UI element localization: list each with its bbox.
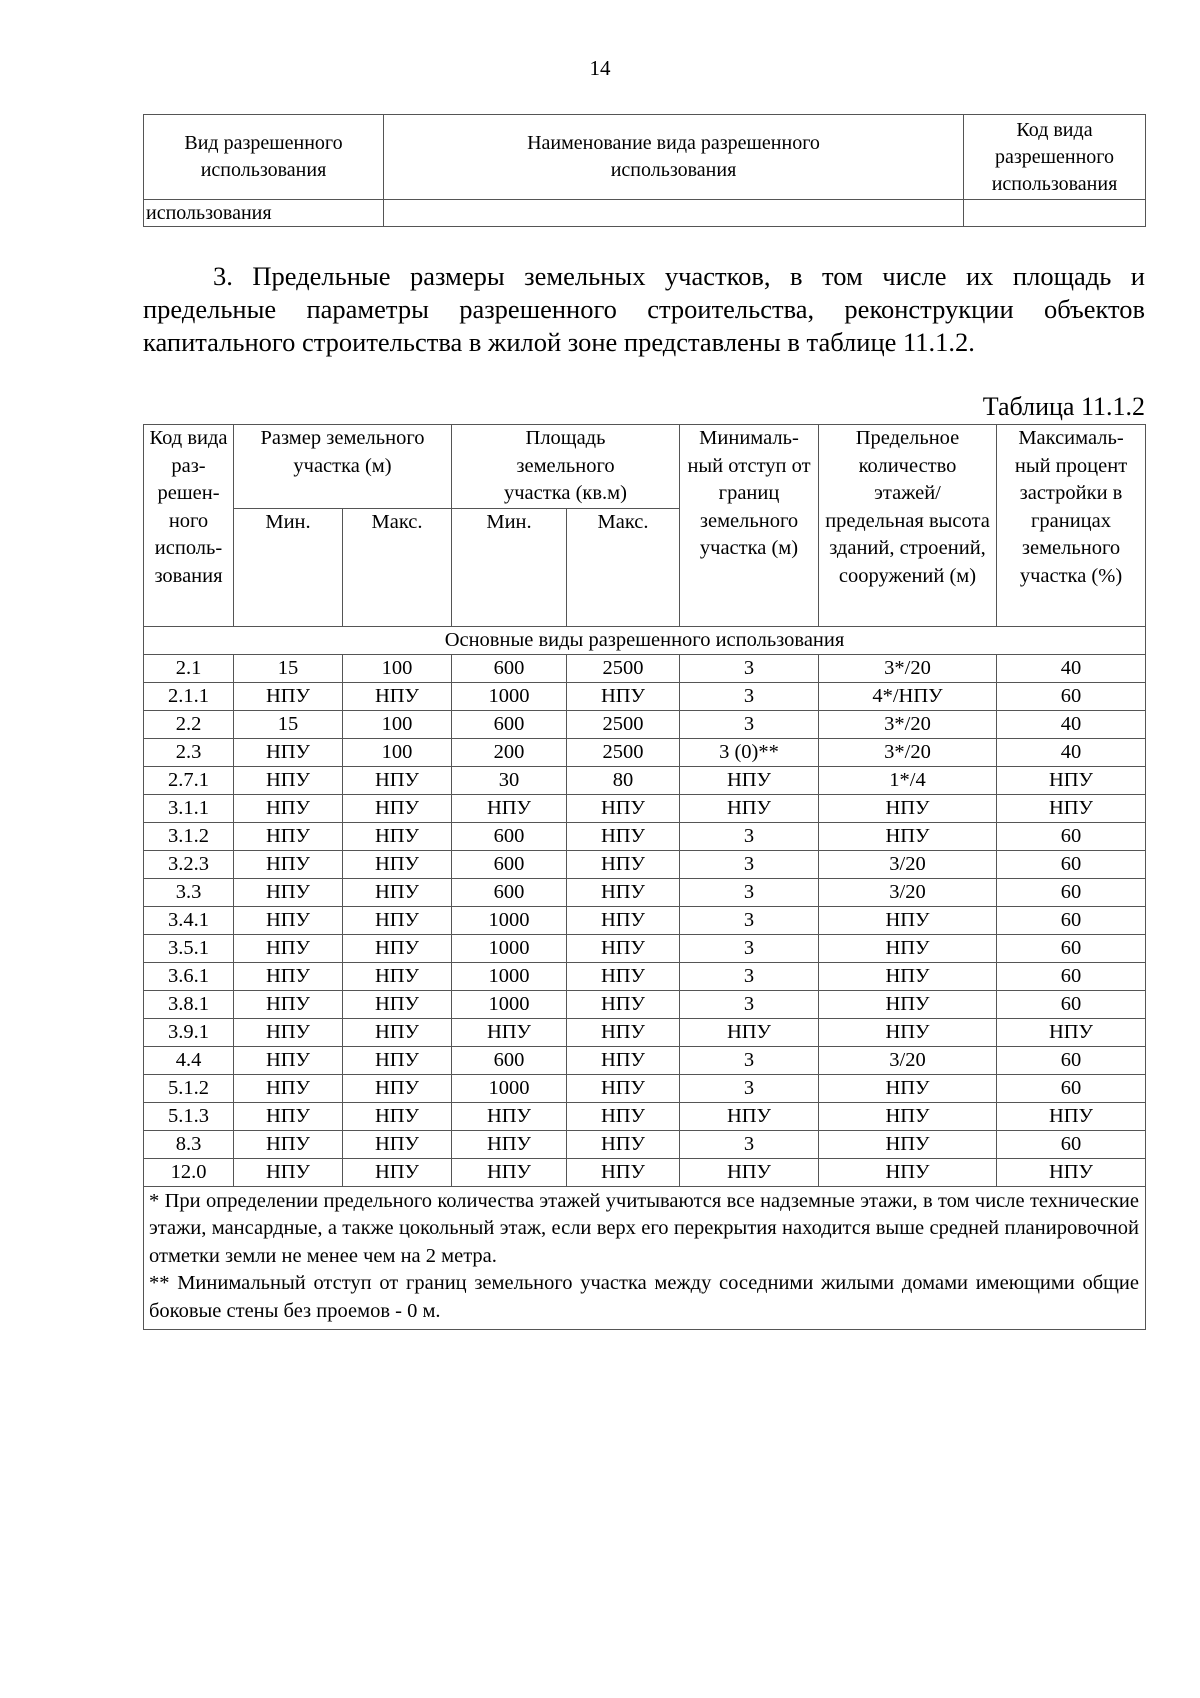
cell-floors: 3*/20	[819, 710, 997, 738]
cell-size-min: НПУ	[234, 822, 343, 850]
cell-coverage: 40	[997, 654, 1146, 682]
cell-area-min: 1000	[452, 990, 567, 1018]
parameters-table	[143, 424, 1146, 1330]
table-row	[144, 850, 1146, 878]
cell-floors: НПУ	[819, 1074, 997, 1102]
cell-usage-name	[384, 200, 964, 227]
table-row	[144, 682, 1146, 710]
cell-floors: НПУ	[819, 1102, 997, 1130]
cell-size-max: НПУ	[343, 962, 452, 990]
header-setback: Минималь-ный отступ от границ земельного участка (м)	[680, 425, 819, 627]
cell-size-min: НПУ	[234, 878, 343, 906]
cell-size-max: 100	[343, 710, 452, 738]
cell-size-max: НПУ	[343, 934, 452, 962]
cell-area-min: НПУ	[452, 794, 567, 822]
cell-floors: НПУ	[819, 962, 997, 990]
cell-setback: 3	[680, 962, 819, 990]
cell-size-min: 15	[234, 654, 343, 682]
cell-setback: 3	[680, 878, 819, 906]
cell-coverage: 60	[997, 1130, 1146, 1158]
cell-floors: НПУ	[819, 822, 997, 850]
cell-setback: НПУ	[680, 1018, 819, 1046]
cell-area-min: НПУ	[452, 1130, 567, 1158]
cell-size-min: НПУ	[234, 906, 343, 934]
cell-size-min: НПУ	[234, 1102, 343, 1130]
cell-coverage: НПУ	[997, 1158, 1146, 1186]
cell-floors: 3*/20	[819, 738, 997, 766]
table-body	[144, 654, 1146, 1186]
cell-setback: НПУ	[680, 1102, 819, 1130]
header-plot-size: Размер земельного участка (м)	[234, 425, 452, 509]
cell-area-max: НПУ	[567, 1130, 680, 1158]
continuation-table-header	[144, 115, 1146, 200]
cell-setback: НПУ	[680, 766, 819, 794]
cell-area-min: 1000	[452, 934, 567, 962]
table-row	[144, 738, 1146, 766]
cell-coverage: 40	[997, 738, 1146, 766]
cell-size-max: НПУ	[343, 850, 452, 878]
cell-setback: НПУ	[680, 794, 819, 822]
cell-size-min: 15	[234, 710, 343, 738]
cell-setback: 3	[680, 1046, 819, 1074]
cell-coverage: 60	[997, 1074, 1146, 1102]
cell-area-max: НПУ	[567, 1046, 680, 1074]
cell-area-max: НПУ	[567, 1018, 680, 1046]
cell-floors: НПУ	[819, 1018, 997, 1046]
cell-setback: 3 (0)**	[680, 738, 819, 766]
cell-size-min: НПУ	[234, 1046, 343, 1074]
table-row	[144, 654, 1146, 682]
cell-floors: НПУ	[819, 934, 997, 962]
cell-code: 3.4.1	[144, 906, 234, 934]
cell-code: 8.3	[144, 1130, 234, 1158]
header-area-min: Мин.	[452, 508, 567, 626]
table-row	[144, 794, 1146, 822]
cell-area-min: 200	[452, 738, 567, 766]
cell-size-min: НПУ	[234, 1074, 343, 1102]
header-plot-area: Площадь земельного участка (кв.м)	[452, 425, 680, 509]
cell-coverage: 60	[997, 962, 1146, 990]
cell-area-min: 1000	[452, 906, 567, 934]
section-paragraph: 3. Предельные размеры земельных участков, в том числе их площадь и предельные параметры разрешенного строительства, реконструкции объектов капитального строительства в жилой зоне представлены в таблице 11.1.2.	[143, 261, 1145, 357]
table-row	[144, 962, 1146, 990]
cell-code: 2.3	[144, 738, 234, 766]
cell-setback: НПУ	[680, 1158, 819, 1186]
table-row	[144, 766, 1146, 794]
header-usage-type: Вид разрешенного использования	[144, 115, 384, 200]
cell-floors: НПУ	[819, 1130, 997, 1158]
cell-floors: 3*/20	[819, 654, 997, 682]
cell-area-min: НПУ	[452, 1158, 567, 1186]
cell-coverage: 40	[997, 710, 1146, 738]
cell-size-max: НПУ	[343, 822, 452, 850]
cell-coverage: НПУ	[997, 794, 1146, 822]
cell-coverage: 60	[997, 934, 1146, 962]
cell-coverage: 60	[997, 906, 1146, 934]
table-caption: Таблица 11.1.2	[982, 392, 1145, 421]
cell-area-min: НПУ	[452, 1018, 567, 1046]
cell-size-max: НПУ	[343, 1130, 452, 1158]
cell-area-min: 30	[452, 766, 567, 794]
cell-setback: 3	[680, 906, 819, 934]
cell-setback: 3	[680, 822, 819, 850]
cell-area-min: 1000	[452, 962, 567, 990]
cell-area-max: 2500	[567, 710, 680, 738]
cell-usage-type: использования	[144, 200, 384, 227]
cell-area-max: НПУ	[567, 878, 680, 906]
note-floors: * При определении предельного количества этажей учитываются все надземные этажи, в том числе технические этажи, мансардные, а также цокольный этаж, если верх его перекрытия находится выше средней планировочной отметки земли не менее чем на 2 метра.	[149, 1189, 1139, 1267]
cell-area-max: НПУ	[567, 822, 680, 850]
header-usage-code: Код вида разрешенного использования	[964, 115, 1146, 200]
header-code: Код вида раз-решен-ного исполь-зования	[144, 425, 234, 627]
section-row	[144, 626, 1146, 654]
cell-size-max: НПУ	[343, 766, 452, 794]
cell-coverage: 60	[997, 1046, 1146, 1074]
table-row	[144, 1046, 1146, 1074]
cell-floors: НПУ	[819, 1158, 997, 1186]
cell-area-max: НПУ	[567, 1102, 680, 1130]
table-row	[144, 1018, 1146, 1046]
cell-area-min: 600	[452, 654, 567, 682]
table-row	[144, 710, 1146, 738]
cell-size-min: НПУ	[234, 766, 343, 794]
cell-coverage: НПУ	[997, 766, 1146, 794]
cell-area-max: НПУ	[567, 682, 680, 710]
notes-cell	[144, 1186, 1146, 1330]
cell-code: 2.2	[144, 710, 234, 738]
table-header-row	[144, 425, 1146, 509]
header-area-max: Макс.	[567, 508, 680, 626]
cell-size-max: НПУ	[343, 682, 452, 710]
cell-coverage: 60	[997, 850, 1146, 878]
page-number: 14	[589, 56, 611, 80]
cell-area-max: НПУ	[567, 990, 680, 1018]
table-row	[144, 1074, 1146, 1102]
cell-size-max: НПУ	[343, 990, 452, 1018]
cell-setback: 3	[680, 934, 819, 962]
cell-area-max: 2500	[567, 738, 680, 766]
cell-area-max: НПУ	[567, 906, 680, 934]
cell-area-min: 600	[452, 822, 567, 850]
cell-coverage: НПУ	[997, 1102, 1146, 1130]
cell-code: 3.1.2	[144, 822, 234, 850]
cell-area-min: 600	[452, 878, 567, 906]
cell-setback: 3	[680, 850, 819, 878]
cell-code: 5.1.2	[144, 1074, 234, 1102]
table-row	[144, 1130, 1146, 1158]
cell-size-min: НПУ	[234, 738, 343, 766]
note-setback: ** Минимальный отступ от границ земельного участка между соседними жилыми домами имеющими общие боковые стены без проемов - 0 м.	[149, 1272, 1139, 1322]
cell-usage-code	[964, 200, 1146, 227]
table-row	[144, 990, 1146, 1018]
cell-floors: НПУ	[819, 990, 997, 1018]
cell-code: 3.3	[144, 878, 234, 906]
cell-area-max: НПУ	[567, 962, 680, 990]
header-size-max: Макс.	[343, 508, 452, 626]
cell-code: 3.1.1	[144, 794, 234, 822]
cell-size-max: НПУ	[343, 794, 452, 822]
continuation-table-row	[144, 200, 1146, 227]
cell-setback: 3	[680, 1130, 819, 1158]
cell-setback: 3	[680, 654, 819, 682]
cell-area-max: НПУ	[567, 1074, 680, 1102]
cell-coverage: 60	[997, 878, 1146, 906]
cell-code: 4.4	[144, 1046, 234, 1074]
header-floors: Предельное количество этажей/ предельная высота зданий, строений, сооружений (м)	[819, 425, 997, 627]
cell-coverage: НПУ	[997, 1018, 1146, 1046]
cell-area-min: 1000	[452, 682, 567, 710]
cell-floors: 1*/4	[819, 766, 997, 794]
cell-size-max: НПУ	[343, 1046, 452, 1074]
cell-code: 3.9.1	[144, 1018, 234, 1046]
cell-area-min: НПУ	[452, 1102, 567, 1130]
cell-area-min: 600	[452, 710, 567, 738]
cell-size-min: НПУ	[234, 1018, 343, 1046]
cell-setback: 3	[680, 682, 819, 710]
cell-code: 2.1	[144, 654, 234, 682]
cell-size-min: НПУ	[234, 850, 343, 878]
table-row	[144, 1158, 1146, 1186]
cell-area-max: НПУ	[567, 1158, 680, 1186]
cell-size-max: НПУ	[343, 1018, 452, 1046]
cell-size-min: НПУ	[234, 794, 343, 822]
cell-coverage: 60	[997, 990, 1146, 1018]
cell-size-max: НПУ	[343, 1158, 452, 1186]
cell-coverage: 60	[997, 822, 1146, 850]
cell-size-min: НПУ	[234, 1158, 343, 1186]
cell-code: 12.0	[144, 1158, 234, 1186]
header-coverage: Максималь-ный процент застройки в границах земельного участка (%)	[997, 425, 1146, 627]
table-row	[144, 934, 1146, 962]
cell-size-max: НПУ	[343, 878, 452, 906]
cell-size-min: НПУ	[234, 934, 343, 962]
header-usage-name: Наименование вида разрешенного использования	[384, 115, 964, 200]
cell-size-max: НПУ	[343, 1074, 452, 1102]
cell-size-max: НПУ	[343, 906, 452, 934]
table-row	[144, 1102, 1146, 1130]
cell-area-min: 600	[452, 850, 567, 878]
cell-size-max: 100	[343, 654, 452, 682]
cell-size-max: НПУ	[343, 1102, 452, 1130]
cell-setback: 3	[680, 1074, 819, 1102]
cell-floors: 4*/НПУ	[819, 682, 997, 710]
cell-code: 2.1.1	[144, 682, 234, 710]
cell-floors: 3/20	[819, 1046, 997, 1074]
cell-size-min: НПУ	[234, 682, 343, 710]
cell-setback: 3	[680, 710, 819, 738]
cell-code: 3.5.1	[144, 934, 234, 962]
cell-code: 3.8.1	[144, 990, 234, 1018]
cell-area-max: 2500	[567, 654, 680, 682]
cell-size-max: 100	[343, 738, 452, 766]
table-row	[144, 906, 1146, 934]
section-title: Основные виды разрешенного использования	[144, 626, 1146, 654]
cell-area-max: 80	[567, 766, 680, 794]
cell-floors: НПУ	[819, 906, 997, 934]
cell-size-min: НПУ	[234, 962, 343, 990]
cell-coverage: 60	[997, 682, 1146, 710]
cell-area-min: 1000	[452, 1074, 567, 1102]
cell-floors: НПУ	[819, 794, 997, 822]
cell-area-max: НПУ	[567, 934, 680, 962]
cell-code: 5.1.3	[144, 1102, 234, 1130]
cell-area-max: НПУ	[567, 794, 680, 822]
notes-row	[144, 1186, 1146, 1330]
cell-area-max: НПУ	[567, 850, 680, 878]
cell-area-min: 600	[452, 1046, 567, 1074]
cell-code: 2.7.1	[144, 766, 234, 794]
header-size-min: Мин.	[234, 508, 343, 626]
cell-size-min: НПУ	[234, 990, 343, 1018]
table-row	[144, 822, 1146, 850]
continuation-table	[143, 114, 1146, 227]
cell-code: 3.6.1	[144, 962, 234, 990]
cell-code: 3.2.3	[144, 850, 234, 878]
cell-setback: 3	[680, 990, 819, 1018]
table-row	[144, 878, 1146, 906]
cell-size-min: НПУ	[234, 1130, 343, 1158]
cell-floors: 3/20	[819, 878, 997, 906]
cell-floors: 3/20	[819, 850, 997, 878]
